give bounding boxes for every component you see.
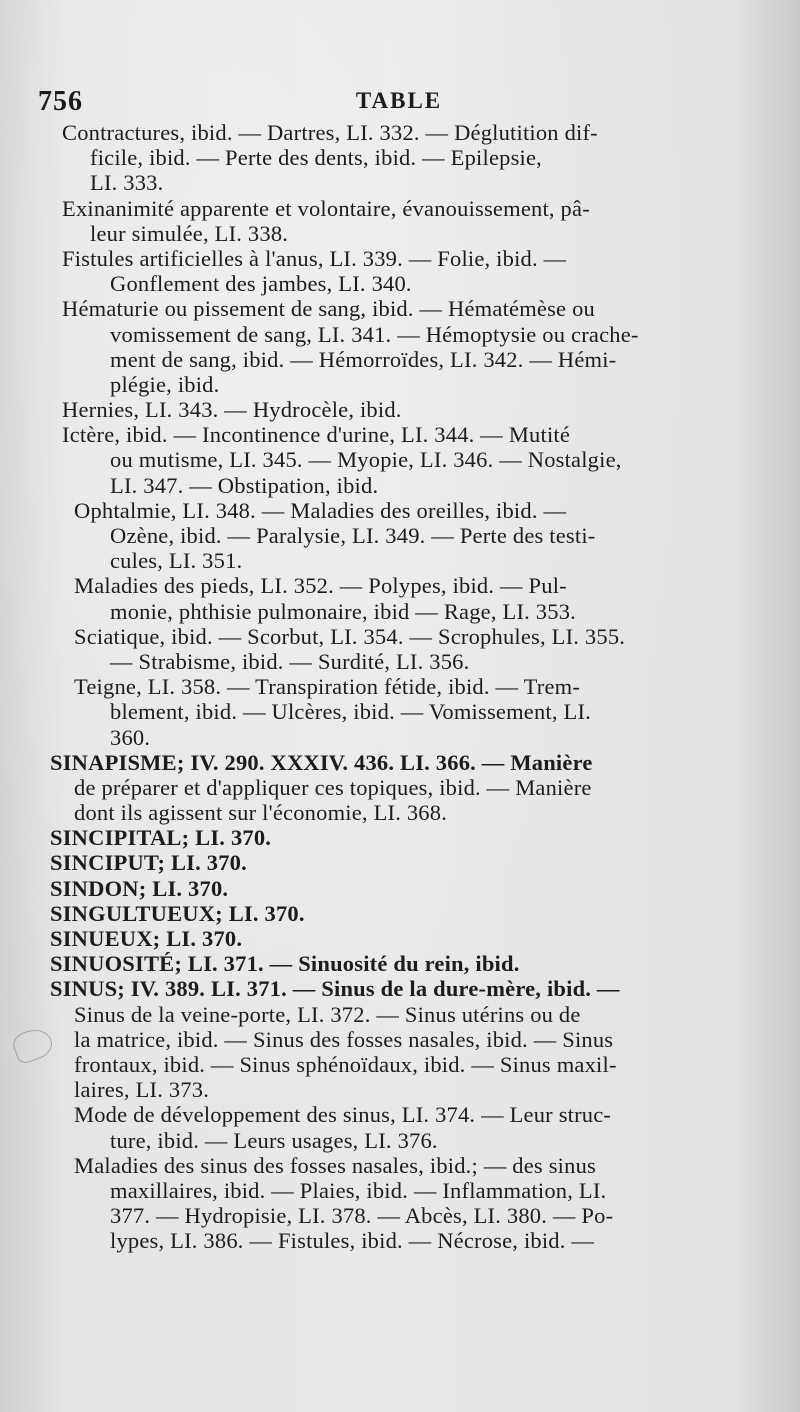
index-line: de préparer et d'appliquer ces topiques, ibid. — Manière [74,774,592,800]
index-line: ficile, ibid. — Perte des dents, ibid. — Epilepsie, [90,145,542,171]
index-line: leur simulée, LI. 338. [90,220,289,246]
index-line: frontaux, ibid. — Sinus sphénoïdaux, ibid. — Sinus maxil- [74,1051,617,1077]
index-line: SINUOSITÉ; LI. 371. — Sinuosité du rein, ibid. [50,951,520,977]
index-line: Maladies des sinus des fosses nasales, ibid.; — des sinus [74,1152,596,1178]
index-line: 377. — Hydropisie, LI. 378. — Abcès, LI. 380. — Po- [110,1203,614,1229]
running-title: TABLE [355,88,443,113]
page-number: 756 [38,86,83,117]
index-line: Sinus de la veine-porte, LI. 372. — Sinus utérins ou de [74,1001,581,1027]
index-line: ture, ibid. — Leurs usages, LI. 376. [110,1127,438,1153]
index-line: SINCIPUT; LI. 370. [50,850,247,876]
index-line: blement, ibid. — Ulcères, ibid. — Vomissement, LI. [110,699,591,725]
index-line: lypes, LI. 386. — Fistules, ibid. — Nécrose, ibid. — [110,1228,595,1254]
index-line: la matrice, ibid. — Sinus des fosses nasales, ibid. — Sinus [74,1026,614,1052]
index-line: SINDON; LI. 370. [50,875,229,901]
index-line: Sciatique, ibid. — Scorbut, LI. 354. — Scrophules, LI. 355. [74,623,626,649]
index-line: Hernies, LI. 343. — Hydrocèle, ibid. [62,397,402,423]
index-line: SINGULTUEUX; LI. 370. [50,900,305,926]
index-line: Teigne, LI. 358. — Transpiration fétide, ibid. — Trem- [74,674,581,700]
index-line: Contractures, ibid. — Dartres, LI. 332. — Déglutition dif- [62,120,598,145]
index-line: monie, phthisie pulmonaire, ibid — Rage, LI. 353. [110,598,576,624]
index-line: SINUEUX; LI. 370. [50,926,243,951]
page-header [38,86,760,120]
index-line: Hématurie ou pissement de sang, ibid. — Hématémèse ou [62,296,595,322]
index-line: Maladies des pieds, LI. 352. — Polypes, ibid. — Pul- [74,573,567,599]
index-line: Ictère, ibid. — Incontinence d'urine, LI. 344. — Mutité [62,422,571,448]
index-line: cules, LI. 351. [110,548,243,574]
index-line: Mode de développement des sinus, LI. 374. — Leur struc- [74,1102,612,1128]
index-line: SINAPISME; IV. 290. XXXIV. 436. LI. 366. — Manière [50,749,593,775]
index-line: SINCIPITAL; LI. 370. [50,825,272,851]
index-line: Ozène, ibid. — Paralysie, LI. 349. — Perte des testi- [110,523,596,548]
index-line: ou mutisme, LI. 345. — Myopie, LI. 346. — Nostalgie, [110,447,622,473]
index-line: SINUS; IV. 389. LI. 371. — Sinus de la dure-mère, ibid. — [50,976,620,1002]
index-line: dont ils agissent sur l'économie, LI. 368. [74,800,448,826]
index-line: Exinanimité apparente et volontaire, évanouissement, pâ- [62,195,590,221]
index-line: Fistules artificielles à l'anus, LI. 339. — Folie, ibid. — [62,245,567,271]
index-line: — Strabisme, ibid. — Surdité, LI. 356. [110,648,470,674]
index-line: laires, LI. 373. [74,1077,210,1103]
index-line: LI. 333. [90,170,164,196]
index-line: LI. 347. — Obstipation, ibid. [110,472,379,498]
index-line: maxillaires, ibid. — Plaies, ibid. — Inflammation, LI. [110,1177,607,1203]
index-line: Ophtalmie, LI. 348. — Maladies des oreilles, ibid. — [74,497,567,523]
index-line: Gonflement des jambes, LI. 340. [110,271,412,297]
index-line: ment de sang, ibid. — Hémorroïdes, LI. 342. — Hémi- [110,346,617,372]
index-line: plégie, ibid. [110,371,220,397]
index-entries [0,120,800,1253]
index-line: vomissement de sang, LI. 341. — Hémoptysie ou crache- [110,321,639,347]
index-line: 360. [110,724,151,750]
